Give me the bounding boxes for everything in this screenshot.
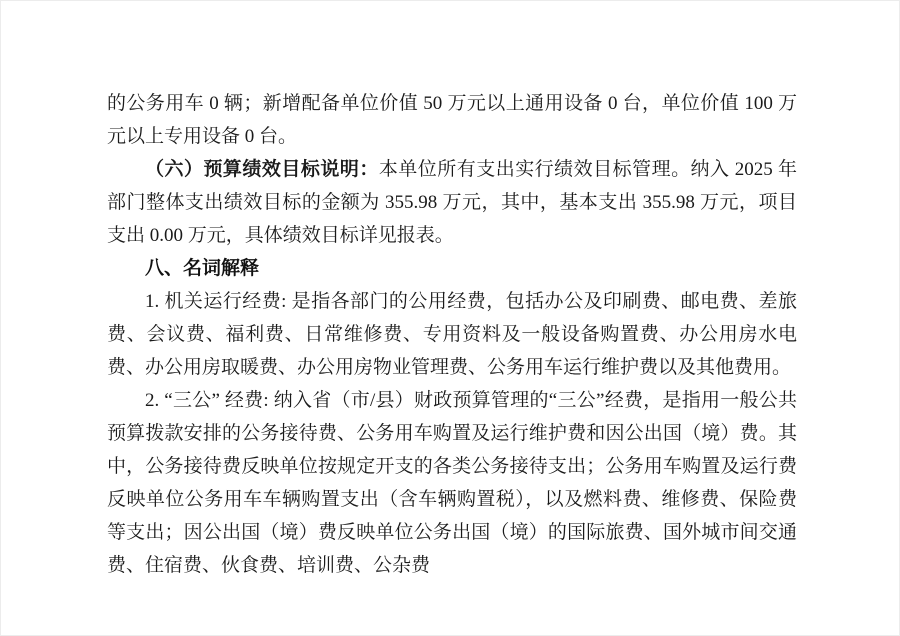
paragraph-term-agency-operating-expenses: 1. 机关运行经费: 是指各部门的公用经费，包括办公及印刷费、邮电费、差旅费、会议费、福利费、日常维修费、专用资料及一般设备购置费、办公用房水电费、办公用房取暖费、办公用房物业管理费、公务用车运行维护费以及其他费用。 <box>107 291 797 378</box>
performance-target-body: 本单位所有支出实行绩效目标管理。纳入 2025 年部门整体支出绩效目标的金额为 355.98 万元，其中，基本支出 355.98 万元，项目支出 0.00 万元，具体绩效目标详见报表。 <box>107 159 797 246</box>
paragraph-performance-target <box>107 153 797 252</box>
section-heading-glossary: 八、名词解释 <box>145 258 260 279</box>
paragraph-vehicle-equipment: 的公务用车 0 辆；新增配备单位价值 50 万元以上通用设备 0 台，单位价值 100 万元以上专用设备 0 台。 <box>107 93 797 147</box>
document-body <box>107 87 797 582</box>
paragraph-term-three-public-expenses: 2. “三公” 经费: 纳入省（市/县）财政预算管理的“三公”经费，是指用一般公共预算拨款安排的公务接待费、公务用车购置及运行维护费和因公出国（境）费。其中，公务接待费反映单位按规定开支的各类公务接待支出；公务用车购置及运行费反映单位公务用车车辆购置支出（含车辆购置税），以及燃料费、维修费、保险费等支出；因公出国（境）费反映单位公务出国（境）的国际旅费、国外城市间交通费、住宿费、伙食费、培训费、公杂费 <box>107 390 797 576</box>
performance-target-label: （六）预算绩效目标说明： <box>145 159 379 180</box>
